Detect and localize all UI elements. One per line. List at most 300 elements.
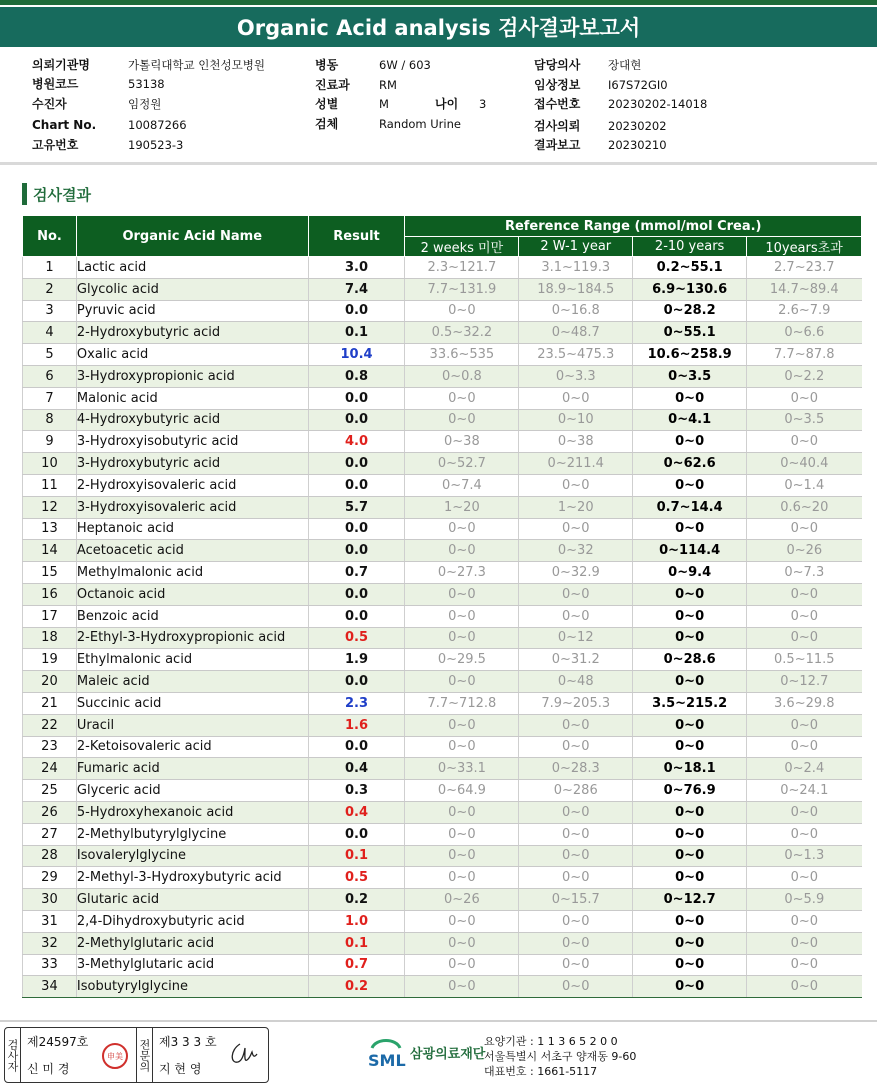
reference-range: 23.5~475.3	[519, 344, 633, 366]
reference-range: 0~0	[519, 910, 633, 932]
result-value: 0.8	[308, 365, 405, 387]
reference-range: 0~0	[747, 736, 862, 758]
reference-range: 0~0	[633, 431, 747, 453]
row-number: 12	[23, 496, 77, 518]
reference-range: 0~6.6	[747, 322, 862, 344]
acid-name: Lactic acid	[76, 257, 308, 279]
reference-range: 0~2.4	[747, 758, 862, 780]
reference-range: 0~0	[633, 801, 747, 823]
result-value: 0.7	[308, 562, 405, 584]
section-title: 검사결과	[33, 185, 91, 204]
logo-text: SML	[368, 1051, 406, 1070]
row-number: 7	[23, 387, 77, 409]
result-value: 0.0	[308, 583, 405, 605]
result-value: 0.0	[308, 453, 405, 475]
result-value: 0.0	[308, 823, 405, 845]
reviewer-label	[137, 1028, 153, 1082]
result-value: 1.6	[308, 714, 405, 736]
reference-range: 0~0	[405, 736, 519, 758]
row-number: 27	[23, 823, 77, 845]
result-value: 0.0	[308, 540, 405, 562]
acid-name: Glyceric acid	[76, 780, 308, 802]
signature-box	[4, 1027, 269, 1083]
reference-range: 0~62.6	[633, 453, 747, 475]
reference-range: 0~2.2	[747, 365, 862, 387]
reference-range: 0~0	[519, 518, 633, 540]
reference-range: 0~1.4	[747, 474, 862, 496]
reference-range: 0~0	[405, 409, 519, 431]
foundation-name: 삼광의료재단	[410, 1046, 486, 1062]
reference-range: 0~0.8	[405, 365, 519, 387]
reference-range: 0~0	[405, 627, 519, 649]
reference-range: 0~29.5	[405, 649, 519, 671]
table-row	[23, 322, 862, 344]
row-number: 23	[23, 736, 77, 758]
reference-range: 0~27.3	[405, 562, 519, 584]
header-name: Organic Acid Name	[76, 216, 308, 257]
table-row	[23, 845, 862, 867]
row-number: 18	[23, 627, 77, 649]
table-row	[23, 278, 862, 300]
table-row	[23, 540, 862, 562]
reference-range: 0~7.4	[405, 474, 519, 496]
info-row: 의뢰기관명 가톨릭대학교 인천성모병원	[32, 58, 265, 72]
seal-stamp: 申美	[102, 1043, 128, 1069]
reference-range: 0~0	[405, 932, 519, 954]
reviewer-license: 제3 3 3 호	[159, 1035, 217, 1049]
table-row	[23, 562, 862, 584]
reference-range: 0~28.3	[519, 758, 633, 780]
row-number: 11	[23, 474, 77, 496]
reference-range: 0~0	[405, 300, 519, 322]
info-row: 고유번호 190523-3	[32, 137, 184, 152]
reference-range: 0~0	[405, 801, 519, 823]
reference-range: 0~0	[633, 671, 747, 693]
table-row	[23, 453, 862, 475]
reference-range: 0~0	[747, 605, 862, 627]
result-value: 0.3	[308, 780, 405, 802]
reference-range: 0.6~20	[747, 496, 862, 518]
result-value: 0.0	[308, 736, 405, 758]
row-number: 31	[23, 910, 77, 932]
result-value: 0.4	[308, 801, 405, 823]
info-row: 담당의사 장대현	[534, 58, 642, 72]
reference-range: 14.7~89.4	[747, 278, 862, 300]
row-number: 15	[23, 562, 77, 584]
reference-range: 0~0	[747, 627, 862, 649]
reference-range: 0~1.3	[747, 845, 862, 867]
reference-range: 1~20	[519, 496, 633, 518]
result-value: 10.4	[308, 344, 405, 366]
row-number: 2	[23, 278, 77, 300]
row-number: 6	[23, 365, 77, 387]
examiner-cell	[21, 1028, 137, 1082]
reference-range: 2.3~121.7	[405, 257, 519, 279]
reference-range: 0~0	[519, 387, 633, 409]
row-number: 34	[23, 976, 77, 998]
row-number: 33	[23, 954, 77, 976]
reference-range: 3.6~29.8	[747, 692, 862, 714]
row-number: 8	[23, 409, 77, 431]
info-row: 임상정보 I67S72GI0	[534, 77, 668, 92]
reference-range: 0~0	[633, 714, 747, 736]
row-number: 29	[23, 867, 77, 889]
table-row	[23, 257, 862, 279]
acid-name: Glutaric acid	[76, 889, 308, 911]
info-row: Chart No. 10087266	[32, 118, 187, 132]
reference-range: 0~33.1	[405, 758, 519, 780]
reference-range: 0~0	[633, 845, 747, 867]
reference-range: 0~24.1	[747, 780, 862, 802]
table-row	[23, 627, 862, 649]
reference-range: 2.7~23.7	[747, 257, 862, 279]
reference-range: 7.7~87.8	[747, 344, 862, 366]
acid-name: Malonic acid	[76, 387, 308, 409]
reference-range: 3.1~119.3	[519, 257, 633, 279]
info-row: 성별 M 나이 3	[315, 95, 515, 115]
table-row	[23, 409, 862, 431]
examiner-label-text: 검사자	[6, 1038, 19, 1072]
reference-range: 0~0	[747, 583, 862, 605]
reference-range: 10.6~258.9	[633, 344, 747, 366]
table-row	[23, 649, 862, 671]
acid-name: Benzoic acid	[76, 605, 308, 627]
acid-name: 2-Ketoisovaleric acid	[76, 736, 308, 758]
reference-range: 0~38	[405, 431, 519, 453]
table-row	[23, 889, 862, 911]
table-row	[23, 714, 862, 736]
reference-range: 0~0	[633, 954, 747, 976]
table-row	[23, 910, 862, 932]
reference-range: 0~38	[519, 431, 633, 453]
result-value: 0.2	[308, 976, 405, 998]
table-row	[23, 474, 862, 496]
acid-name: Succinic acid	[76, 692, 308, 714]
table-row	[23, 605, 862, 627]
table-row	[23, 365, 862, 387]
header-range-10y: 10years초과	[747, 237, 862, 257]
row-number: 16	[23, 583, 77, 605]
result-value: 0.0	[308, 671, 405, 693]
reference-range: 0~0	[405, 954, 519, 976]
reference-range: 0~26	[405, 889, 519, 911]
table-row	[23, 431, 862, 453]
foundation-logo	[366, 1034, 485, 1070]
table-row	[23, 518, 862, 540]
reference-range: 0~0	[747, 867, 862, 889]
reference-range: 0~0	[519, 801, 633, 823]
reference-range: 0~40.4	[747, 453, 862, 475]
reference-range: 0~64.9	[405, 780, 519, 802]
reference-range: 0.5~32.2	[405, 322, 519, 344]
reference-range: 0~0	[405, 671, 519, 693]
row-number: 30	[23, 889, 77, 911]
reference-range: 0~0	[519, 867, 633, 889]
acid-name: 3-Hydroxyisovaleric acid	[76, 496, 308, 518]
info-row: 진료과 RM	[315, 77, 397, 92]
reference-range: 0~0	[747, 976, 862, 998]
reference-range: 0~3.3	[519, 365, 633, 387]
result-value: 0.0	[308, 387, 405, 409]
age-label: 나이	[435, 97, 459, 111]
patient-info-col1	[32, 56, 292, 155]
reference-range: 0~0	[405, 976, 519, 998]
reference-range: 0~0	[747, 387, 862, 409]
row-number: 25	[23, 780, 77, 802]
org-line: 서울특별시 서초구 양재동 9-60	[484, 1050, 637, 1063]
reference-range: 0~0	[747, 801, 862, 823]
reviewer-cell	[153, 1028, 268, 1082]
info-row: 수진자 임정원	[32, 96, 162, 111]
section-marker	[22, 183, 27, 205]
reference-range: 3.5~215.2	[633, 692, 747, 714]
reference-range: 0~16.8	[519, 300, 633, 322]
acid-name: Pyruvic acid	[76, 300, 308, 322]
acid-name: Acetoacetic acid	[76, 540, 308, 562]
row-number: 28	[23, 845, 77, 867]
row-number: 24	[23, 758, 77, 780]
result-value: 0.0	[308, 409, 405, 431]
info-row: 병동 6W / 603	[315, 58, 431, 72]
reference-range: 0~28.2	[633, 300, 747, 322]
row-number: 26	[23, 801, 77, 823]
acid-name: 2,4-Dihydroxybutyric acid	[76, 910, 308, 932]
reference-range: 0~0	[519, 954, 633, 976]
reference-range: 0~0	[519, 714, 633, 736]
reference-range: 0~0	[405, 540, 519, 562]
reference-range: 0~0	[405, 910, 519, 932]
reference-range: 0~12.7	[747, 671, 862, 693]
reference-range: 0~0	[633, 867, 747, 889]
result-value: 2.3	[308, 692, 405, 714]
result-value: 3.0	[308, 257, 405, 279]
reference-range: 0~12	[519, 627, 633, 649]
section-heading	[22, 182, 91, 206]
reference-range: 0~0	[633, 605, 747, 627]
examiner-label	[5, 1028, 21, 1082]
reference-range: 18.9~184.5	[519, 278, 633, 300]
header-reference: Reference Range (mmol/mol Crea.)	[405, 216, 862, 237]
reference-range: 0~18.1	[633, 758, 747, 780]
reviewer-name: 지 현 영	[159, 1062, 202, 1076]
reference-range: 0~28.6	[633, 649, 747, 671]
header-divider	[0, 162, 877, 165]
header-result: Result	[308, 216, 405, 257]
result-value: 0.1	[308, 845, 405, 867]
reference-range: 0~0	[633, 627, 747, 649]
result-value: 0.0	[308, 605, 405, 627]
reference-range: 0~0	[519, 845, 633, 867]
reference-range: 0~0	[633, 932, 747, 954]
header-range-2-10y: 2-10 years	[633, 237, 747, 257]
reference-range: 0~0	[633, 474, 747, 496]
row-number: 5	[23, 344, 77, 366]
acid-name: Oxalic acid	[76, 344, 308, 366]
reference-range: 0~0	[405, 518, 519, 540]
acid-name: Isobutyrylglycine	[76, 976, 308, 998]
reference-range: 0~0	[519, 605, 633, 627]
reference-range: 7.7~131.9	[405, 278, 519, 300]
reference-range: 0~0	[519, 823, 633, 845]
reference-range: 0.2~55.1	[633, 257, 747, 279]
reference-range: 0~12.7	[633, 889, 747, 911]
table-row	[23, 692, 862, 714]
reference-range: 0~76.9	[633, 780, 747, 802]
reviewer-label-text: 전문의	[138, 1038, 151, 1072]
reference-range: 0~0	[633, 976, 747, 998]
acid-name: Methylmalonic acid	[76, 562, 308, 584]
row-number: 13	[23, 518, 77, 540]
reference-range: 0~32	[519, 540, 633, 562]
reference-range: 0~7.3	[747, 562, 862, 584]
reference-range: 0~0	[519, 932, 633, 954]
acid-name: 3-Hydroxypropionic acid	[76, 365, 308, 387]
reference-range: 0~31.2	[519, 649, 633, 671]
table-row	[23, 671, 862, 693]
table-row	[23, 583, 862, 605]
reference-range: 0~26	[747, 540, 862, 562]
row-number: 19	[23, 649, 77, 671]
result-value: 0.1	[308, 322, 405, 344]
row-number: 3	[23, 300, 77, 322]
reference-range: 0~4.1	[633, 409, 747, 431]
table-row	[23, 736, 862, 758]
acid-name: Heptanoic acid	[76, 518, 308, 540]
patient-info-col2	[315, 56, 515, 134]
reference-range: 0~0	[747, 954, 862, 976]
table-row	[23, 932, 862, 954]
result-value: 5.7	[308, 496, 405, 518]
reference-range: 2.6~7.9	[747, 300, 862, 322]
reference-range: 0.7~14.4	[633, 496, 747, 518]
row-number: 22	[23, 714, 77, 736]
row-number: 14	[23, 540, 77, 562]
reference-range: 0~5.9	[747, 889, 862, 911]
reference-range: 0~0	[633, 823, 747, 845]
result-value: 1.9	[308, 649, 405, 671]
info-row: 결과보고 20230210	[534, 138, 667, 152]
acid-name: 2-Hydroxybutyric acid	[76, 322, 308, 344]
top-accent-line	[0, 0, 877, 5]
result-value: 0.1	[308, 932, 405, 954]
row-number: 10	[23, 453, 77, 475]
reference-range: 0~211.4	[519, 453, 633, 475]
acid-name: 3-Hydroxybutyric acid	[76, 453, 308, 475]
table-row	[23, 344, 862, 366]
reference-range: 0~3.5	[633, 365, 747, 387]
reference-range: 0~0	[633, 387, 747, 409]
result-value: 0.5	[308, 867, 405, 889]
sml-logo-icon	[366, 1034, 406, 1070]
reference-range: 0~0	[405, 714, 519, 736]
table-row	[23, 300, 862, 322]
reference-range: 0~0	[519, 474, 633, 496]
acid-name: 2-Ethyl-3-Hydroxypropionic acid	[76, 627, 308, 649]
reference-range: 0~9.4	[633, 562, 747, 584]
reference-range: 1~20	[405, 496, 519, 518]
row-number: 20	[23, 671, 77, 693]
reference-range: 0~0	[633, 583, 747, 605]
table-row	[23, 823, 862, 845]
reference-range: 0~0	[519, 976, 633, 998]
reference-range: 0.5~11.5	[747, 649, 862, 671]
reference-range: 0~0	[405, 823, 519, 845]
table-header-row	[23, 216, 862, 237]
row-number: 32	[23, 932, 77, 954]
acid-name: Octanoic acid	[76, 583, 308, 605]
result-value: 0.2	[308, 889, 405, 911]
reference-range: 0~286	[519, 780, 633, 802]
acid-name: Isovalerylglycine	[76, 845, 308, 867]
reference-range: 0~55.1	[633, 322, 747, 344]
info-row: 접수번호 20230202-14018	[534, 97, 708, 111]
reference-range: 33.6~535	[405, 344, 519, 366]
result-value: 0.0	[308, 518, 405, 540]
reference-range: 0~0	[747, 932, 862, 954]
reference-range: 0~0	[747, 518, 862, 540]
reference-range: 0~0	[633, 518, 747, 540]
row-number: 9	[23, 431, 77, 453]
reference-range: 0~32.9	[519, 562, 633, 584]
row-number: 21	[23, 692, 77, 714]
table-row	[23, 496, 862, 518]
reference-range: 0~15.7	[519, 889, 633, 911]
reference-range: 6.9~130.6	[633, 278, 747, 300]
result-value: 1.0	[308, 910, 405, 932]
reference-range: 0~0	[747, 714, 862, 736]
signature-image	[226, 1040, 260, 1068]
reference-range: 7.7~712.8	[405, 692, 519, 714]
reference-range: 0~0	[405, 867, 519, 889]
info-row: 검사의뢰 20230202	[534, 118, 667, 133]
reference-range: 0~0	[633, 910, 747, 932]
table-row	[23, 976, 862, 998]
reference-range: 0~0	[405, 387, 519, 409]
reference-range: 0~0	[405, 605, 519, 627]
acid-name: 3-Hydroxyisobutyric acid	[76, 431, 308, 453]
age-value: 3	[479, 97, 487, 111]
acid-name: Fumaric acid	[76, 758, 308, 780]
org-line: 요양기관 : 1 1 3 6 5 2 0 0	[484, 1035, 618, 1048]
footer-divider	[0, 1020, 877, 1022]
reference-range: 0~10	[519, 409, 633, 431]
table-row	[23, 954, 862, 976]
reference-range: 0~48.7	[519, 322, 633, 344]
result-value: 0.4	[308, 758, 405, 780]
reference-range: 0~0	[519, 583, 633, 605]
reference-range: 0~0	[405, 583, 519, 605]
acid-name: 3-Methylglutaric acid	[76, 954, 308, 976]
table-row	[23, 758, 862, 780]
results-table	[22, 215, 862, 998]
table-body	[23, 257, 862, 998]
reference-range: 7.9~205.3	[519, 692, 633, 714]
reference-range: 0~0	[405, 845, 519, 867]
table-row	[23, 387, 862, 409]
info-row: 병원코드 53138	[32, 77, 165, 91]
table-row	[23, 867, 862, 889]
reference-range: 0~48	[519, 671, 633, 693]
result-value: 0.0	[308, 474, 405, 496]
reference-range: 0~114.4	[633, 540, 747, 562]
org-line: 대표번호 : 1661-5117	[484, 1065, 598, 1078]
acid-name: Ethylmalonic acid	[76, 649, 308, 671]
header-range-2weeks: 2 weeks 미만	[405, 237, 519, 257]
acid-name: Glycolic acid	[76, 278, 308, 300]
acid-name: 2-Hydroxyisovaleric acid	[76, 474, 308, 496]
reference-range: 0~52.7	[405, 453, 519, 475]
acid-name: Maleic acid	[76, 671, 308, 693]
